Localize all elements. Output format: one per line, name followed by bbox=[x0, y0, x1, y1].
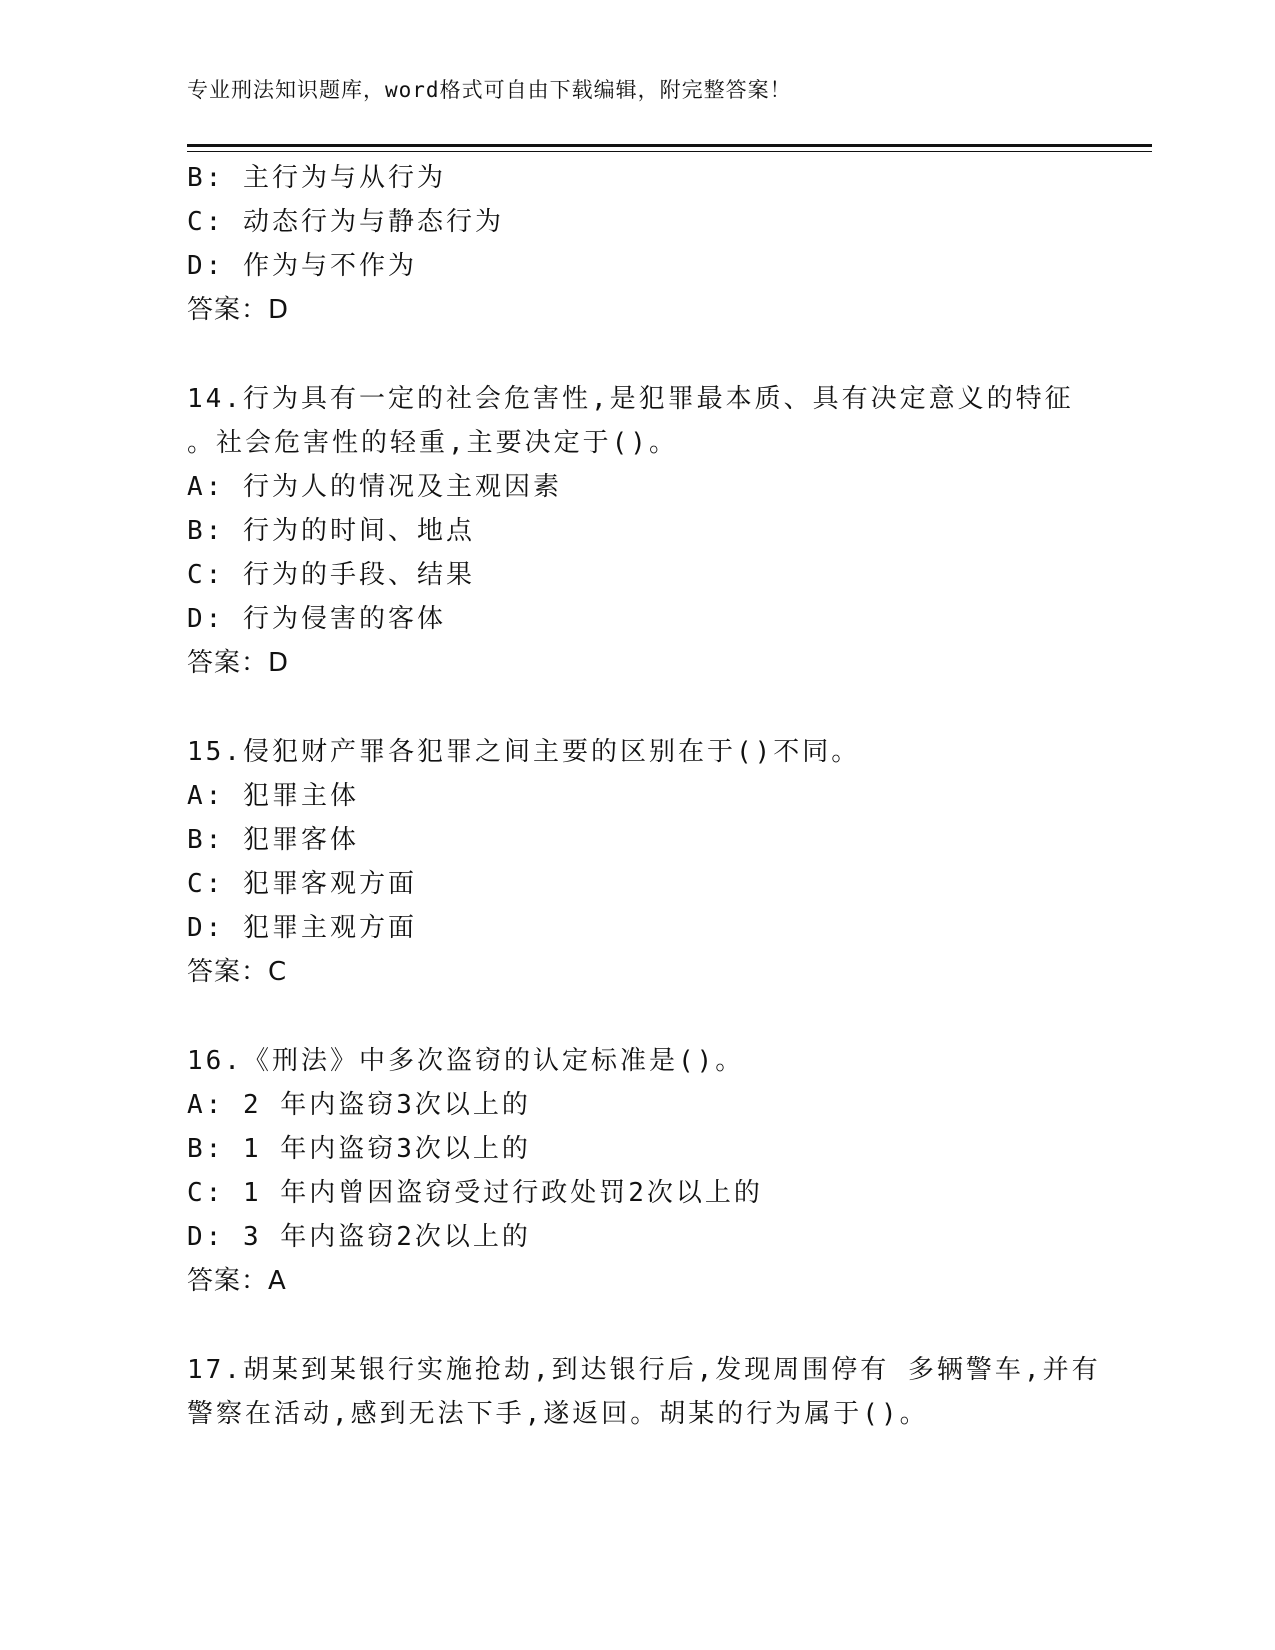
question-17-line-2: 警察在活动,感到无法下手,遂返回。胡某的行为属于()。 bbox=[187, 1399, 929, 1429]
question-15-line-1: 15.侵犯财产罪各犯罪之间主要的区别在于()不同。 bbox=[187, 737, 861, 767]
option-b: B: 1 年内盗窃3次以上的 bbox=[187, 1134, 531, 1164]
option-d: D: 作为与不作为 bbox=[187, 251, 417, 281]
header-rule-thick bbox=[187, 144, 1152, 147]
option-a: A: 行为人的情况及主观因素 bbox=[187, 472, 562, 502]
answer-line: 答案：C bbox=[187, 957, 288, 987]
option-a: A: 2 年内盗窃3次以上的 bbox=[187, 1090, 531, 1120]
question-14-line-2: 。社会危害性的轻重,主要决定于()。 bbox=[187, 428, 678, 458]
option-b: B: 犯罪客体 bbox=[187, 825, 359, 855]
answer-line: 答案：A bbox=[187, 1266, 287, 1296]
option-c: C: 动态行为与静态行为 bbox=[187, 207, 504, 237]
option-d: D: 行为侵害的客体 bbox=[187, 604, 446, 634]
question-17-line-1: 17.胡某到某银行实施抢劫,到达银行后,发现周围停有 多辆警车,并有 bbox=[187, 1355, 1101, 1385]
answer-line: 答案：D bbox=[187, 295, 290, 325]
option-a: A: 犯罪主体 bbox=[187, 781, 359, 811]
page-header: 专业刑法知识题库，word格式可自由下载编辑，附完整答案！ bbox=[187, 78, 792, 102]
answer-line: 答案：D bbox=[187, 648, 290, 678]
question-16-line-1: 16.《刑法》中多次盗窃的认定标准是()。 bbox=[187, 1046, 745, 1076]
option-d: D: 3 年内盗窃2次以上的 bbox=[187, 1222, 531, 1252]
header-rule-thin bbox=[187, 151, 1152, 152]
option-d: D: 犯罪主观方面 bbox=[187, 913, 417, 943]
option-c: C: 行为的手段、结果 bbox=[187, 560, 475, 590]
option-c: C: 犯罪客观方面 bbox=[187, 869, 417, 899]
option-c: C: 1 年内曾因盗窃受过行政处罚2次以上的 bbox=[187, 1178, 763, 1208]
question-14-line-1: 14.行为具有一定的社会危害性,是犯罪最本质、具有决定意义的特征 bbox=[187, 384, 1074, 414]
option-b: B: 主行为与从行为 bbox=[187, 163, 446, 193]
option-b: B: 行为的时间、地点 bbox=[187, 516, 475, 546]
